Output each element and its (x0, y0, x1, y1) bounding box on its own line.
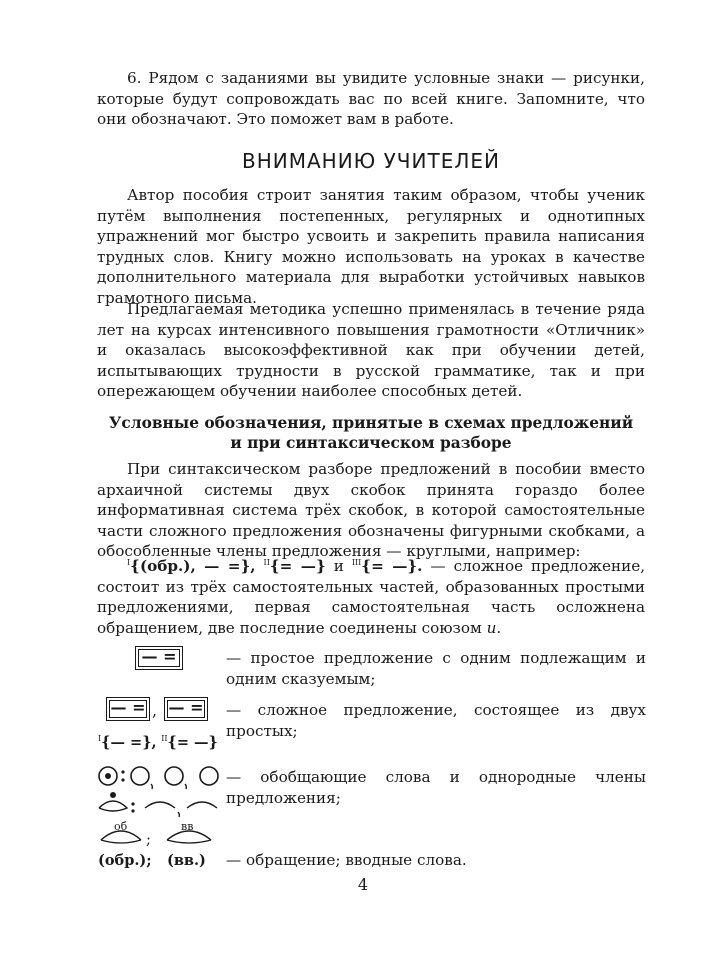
symbols-heading (97, 413, 645, 453)
teachers-heading: ВНИМАНИЮ УЧИТЕЛЕЙ (242, 149, 500, 173)
legend-desc-simple: — простое предложение с одним подлежащим и одним сказуемым; (226, 649, 646, 688)
legend-desc-address: — обращение; вводные слова. (226, 851, 467, 869)
complex-alt-notation (98, 730, 218, 752)
example-tail-end: . (496, 618, 502, 637)
arc-icon (187, 802, 217, 808)
arc-label-address: об (114, 820, 128, 833)
legend-desc-complex: — сложное предложение, состоящее из двух простых; (226, 701, 646, 740)
circle-icon (165, 767, 183, 785)
comma-mark (151, 784, 152, 789)
alt-sup-2: II (161, 734, 168, 743)
teachers-paragraph-1: Автор пособия строит занятия таким образом, чтобы ученик путём выполнения постепенных, регулярных и однотипных упражнений мог быстро усвоить и закрепить правила написания трудных слов. Книгу можно использовать на уроках в качестве дополнительного материала для выработки устойчивых навыков грамотного письма. (97, 186, 645, 307)
example-part-2: {= —} (269, 557, 326, 575)
address-label: (обр.); (98, 852, 152, 869)
example-part-1: {(обр.), — =}, (130, 557, 256, 575)
complex-symbol-separator: , (152, 701, 158, 720)
symbols-intro: При синтаксическом разборе предложений в пособии вместо архаичной системы двух скобок принята гораздо более информативная система трёх скобок, в которой самостоятельные части сложного предложения обозначены фигурными скобками, а обособленные члены предложения — круглыми, например: (97, 460, 645, 560)
arc-separator: ; (146, 832, 151, 848)
item-6-paragraph: 6. Рядом с заданиями вы увидите условные знаки — рисунки, которые будут сопровождать вас по всей книге. Запомните, что они обозначают. Это поможет вам в работе. (97, 69, 645, 128)
example-sup-1: I (127, 558, 131, 567)
arc-icon (145, 802, 175, 808)
symbols-heading-line1: Условные обозначения, принятые в схемах предложений (108, 414, 634, 432)
complex-sentence-symbol-b: — = (164, 697, 208, 721)
simple-sentence-symbol: — = (135, 646, 183, 670)
circle-icon (131, 767, 149, 785)
parenthetical-label: (вв.) (167, 852, 206, 869)
example-part-3: {= —}. (361, 557, 423, 575)
arc-label-parenthetical: вв (181, 820, 194, 833)
legend-desc-generalizing: — обобщающие слова и однородные члены предложения; (226, 768, 646, 807)
comma-mark (178, 812, 179, 817)
complex-sentence-symbol-a: — = (106, 697, 150, 721)
alt-sup-1: I (98, 734, 102, 743)
symbols-heading-line2: и при синтаксическом разборе (230, 434, 512, 452)
example-sup-2: II (263, 558, 270, 567)
generalizing-words-symbols (95, 762, 225, 820)
example-tail: — сложное предложение, состоит из трёх самостоятельных частей, образованных простыми предложениями, первая самостоятельная часть осложнена обращением, две последние соединены союзом (97, 557, 646, 637)
colon-mark (131, 802, 134, 812)
example-sup-3: III (351, 558, 362, 567)
colon-mark (121, 770, 124, 781)
page-number: 4 (357, 875, 369, 894)
alt-part-1: {— =}, (101, 734, 157, 751)
example-paragraph (97, 553, 645, 638)
example-conj: и (333, 557, 344, 575)
circle-dot-icon (99, 767, 117, 785)
arc-dot-icon (99, 792, 127, 811)
comma-mark (185, 784, 186, 789)
alt-part-2: {= —} (167, 734, 218, 751)
teachers-paragraph-2: Предлагаемая методика успешно применялась в течение ряда лет на курсах интенсивного повышения грамотности «Отличник» и оказалась высокоэффективной как при обучении детей, испытывающих трудности в русской грамматике, так и при опережающем обучении наиболее способных детей. (97, 300, 645, 400)
example-tail-conj: и (486, 618, 497, 637)
circle-icon (200, 767, 218, 785)
